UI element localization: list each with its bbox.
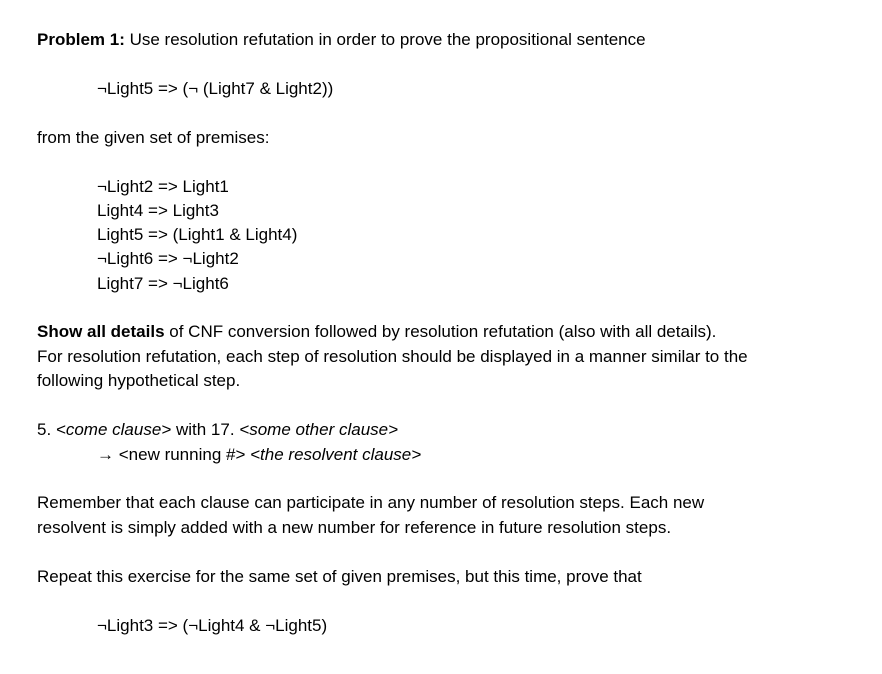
- goal-sentence: ¬Light5 => (¬ (Light7 & Light2)): [97, 79, 334, 98]
- example-clause-1: <come clause>: [55, 420, 172, 439]
- arrow-icon: →: [97, 445, 114, 464]
- premises-intro: from the given set of premises:: [37, 128, 270, 147]
- example-num: 5.: [37, 420, 52, 439]
- premise-5: Light7 => ¬Light6: [97, 274, 229, 293]
- problem-intro: Use resolution refutation in order to prove the propositional sentence: [129, 30, 646, 49]
- instructions-line-1: [37, 320, 716, 344]
- show-details-bold: Show all details: [37, 322, 165, 341]
- example-step-line-2: [97, 443, 421, 467]
- remember-line-2: resolvent is simply added with a new number for reference in future resolution steps.: [37, 518, 672, 537]
- example-resolvent: <the resolvent clause>: [250, 445, 422, 464]
- premise-4: ¬Light6 => ¬Light2: [97, 249, 239, 268]
- example-running: <new running #>: [118, 445, 246, 464]
- example-with: with 17.: [175, 420, 235, 439]
- problem-heading-line: [37, 28, 646, 52]
- show-details-rest: of CNF conversion followed by resolution refutation (also with all details).: [169, 322, 717, 341]
- repeat-goal-sentence: ¬Light3 => (¬Light4 & ¬Light5): [97, 616, 328, 635]
- remember-line-1: Remember that each clause can participate in any number of resolution steps. Each new: [37, 493, 705, 512]
- repeat-line: Repeat this exercise for the same set of given premises, but this time, prove that: [37, 567, 642, 586]
- problem-label: Problem 1:: [37, 30, 125, 49]
- instructions-line-2: For resolution refutation, each step of resolution should be displayed in a manner similar to the: [37, 347, 748, 366]
- example-clause-2: <some other clause>: [239, 420, 399, 439]
- premise-1: ¬Light2 => Light1: [97, 177, 229, 196]
- premise-3: Light5 => (Light1 & Light4): [97, 225, 298, 244]
- premise-2: Light4 => Light3: [97, 201, 219, 220]
- example-step-line-1: [37, 418, 398, 442]
- instructions-line-3: following hypothetical step.: [37, 371, 241, 390]
